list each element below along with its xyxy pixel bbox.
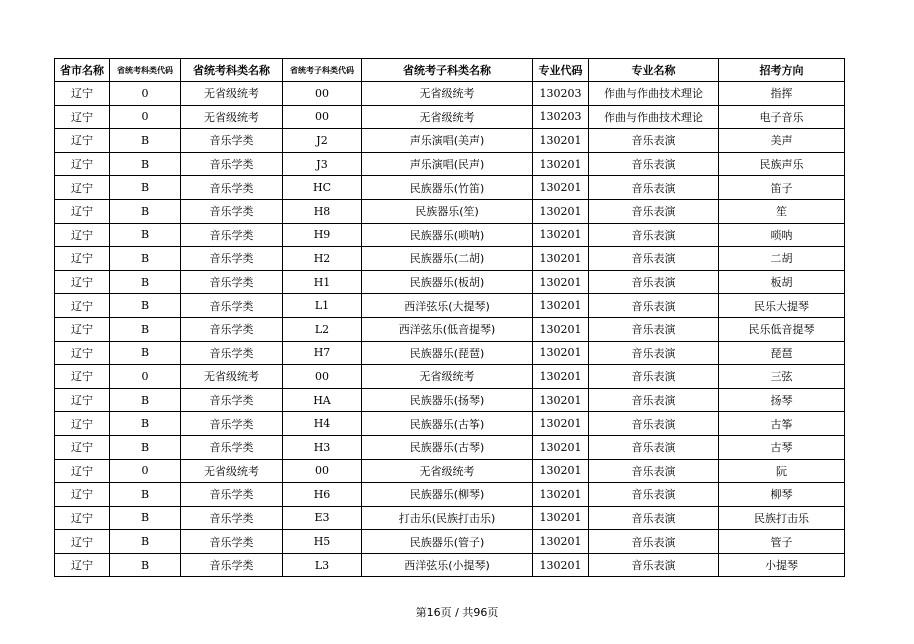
subcategory-code-cell: H2	[283, 247, 362, 271]
category-name-cell: 音乐学类	[181, 388, 283, 412]
category-name-cell: 音乐学类	[181, 270, 283, 294]
table-row	[55, 105, 845, 129]
province-cell: 辽宁	[55, 412, 110, 436]
subcategory-name-cell: 声乐演唱(美声)	[362, 129, 533, 153]
subcategory-name-cell: 无省级统考	[362, 105, 533, 129]
category-code-cell: B	[110, 435, 181, 459]
category-name-cell: 音乐学类	[181, 176, 283, 200]
subcategory-code-cell: H3	[283, 435, 362, 459]
category-code-cell: B	[110, 317, 181, 341]
subcategory-code-cell: L2	[283, 317, 362, 341]
major-name-cell: 作曲与作曲技术理论	[589, 105, 719, 129]
province-cell: 辽宁	[55, 365, 110, 389]
header-category-code: 省统考科类代码	[110, 59, 181, 82]
subcategory-code-cell: L1	[283, 294, 362, 318]
table-row	[55, 553, 845, 577]
table-row	[55, 506, 845, 530]
major-code-cell: 130201	[533, 388, 589, 412]
direction-cell: 柳琴	[719, 483, 845, 507]
subcategory-code-cell: H4	[283, 412, 362, 436]
subcategory-name-cell: 民族器乐(琵琶)	[362, 341, 533, 365]
direction-cell: 扬琴	[719, 388, 845, 412]
table-row	[55, 483, 845, 507]
category-name-cell: 音乐学类	[181, 129, 283, 153]
subcategory-name-cell: 无省级统考	[362, 459, 533, 483]
page-footer: 第16页 / 共96页	[415, 606, 499, 619]
category-name-cell: 音乐学类	[181, 506, 283, 530]
direction-cell: 二胡	[719, 247, 845, 271]
major-name-cell: 音乐表演	[589, 412, 719, 436]
major-name-cell: 音乐表演	[589, 365, 719, 389]
subcategory-code-cell: J2	[283, 129, 362, 153]
header-direction: 招考方向	[719, 59, 845, 82]
table-row	[55, 176, 845, 200]
major-name-cell: 音乐表演	[589, 247, 719, 271]
category-name-cell: 无省级统考	[181, 82, 283, 106]
category-name-cell: 无省级统考	[181, 365, 283, 389]
major-code-cell: 130201	[533, 435, 589, 459]
table-row	[55, 388, 845, 412]
subcategory-code-cell: H8	[283, 199, 362, 223]
category-code-cell: B	[110, 152, 181, 176]
document-sheet	[54, 58, 844, 577]
major-name-cell: 音乐表演	[589, 483, 719, 507]
subcategory-name-cell: 民族器乐(笙)	[362, 199, 533, 223]
table-header-row	[55, 59, 845, 82]
header-province: 省市名称	[55, 59, 110, 82]
province-cell: 辽宁	[55, 270, 110, 294]
category-name-cell: 音乐学类	[181, 294, 283, 318]
province-cell: 辽宁	[55, 105, 110, 129]
category-code-cell: B	[110, 223, 181, 247]
major-code-cell: 130201	[533, 199, 589, 223]
province-cell: 辽宁	[55, 530, 110, 554]
table-row	[55, 223, 845, 247]
major-code-cell: 130201	[533, 223, 589, 247]
direction-cell: 民族声乐	[719, 152, 845, 176]
subcategory-name-cell: 无省级统考	[362, 82, 533, 106]
category-code-cell: 0	[110, 365, 181, 389]
subcategory-name-cell: 西洋弦乐(低音提琴)	[362, 317, 533, 341]
major-code-cell: 130201	[533, 341, 589, 365]
category-name-cell: 音乐学类	[181, 341, 283, 365]
province-cell: 辽宁	[55, 294, 110, 318]
category-name-cell: 音乐学类	[181, 530, 283, 554]
category-code-cell: B	[110, 247, 181, 271]
table-row	[55, 317, 845, 341]
direction-cell: 民乐大提琴	[719, 294, 845, 318]
table-row	[55, 152, 845, 176]
major-code-cell: 130201	[533, 530, 589, 554]
table-body	[55, 82, 845, 577]
category-code-cell: 0	[110, 105, 181, 129]
major-code-cell: 130201	[533, 129, 589, 153]
category-name-cell: 音乐学类	[181, 152, 283, 176]
subcategory-code-cell: 00	[283, 365, 362, 389]
subcategory-name-cell: 西洋弦乐(大提琴)	[362, 294, 533, 318]
category-name-cell: 音乐学类	[181, 435, 283, 459]
province-cell: 辽宁	[55, 341, 110, 365]
subcategory-code-cell: J3	[283, 152, 362, 176]
subcategory-code-cell: 00	[283, 82, 362, 106]
direction-cell: 民乐低音提琴	[719, 317, 845, 341]
direction-cell: 阮	[719, 459, 845, 483]
category-code-cell: B	[110, 553, 181, 577]
major-code-cell: 130201	[533, 365, 589, 389]
major-code-cell: 130201	[533, 270, 589, 294]
major-name-cell: 作曲与作曲技术理论	[589, 82, 719, 106]
subcategory-code-cell: 00	[283, 459, 362, 483]
direction-cell: 笙	[719, 199, 845, 223]
subcategory-code-cell: H6	[283, 483, 362, 507]
direction-cell: 小提琴	[719, 553, 845, 577]
province-cell: 辽宁	[55, 388, 110, 412]
category-code-cell: B	[110, 341, 181, 365]
major-code-cell: 130201	[533, 152, 589, 176]
province-cell: 辽宁	[55, 553, 110, 577]
table-row	[55, 435, 845, 459]
major-name-cell: 音乐表演	[589, 223, 719, 247]
major-code-cell: 130201	[533, 247, 589, 271]
major-name-cell: 音乐表演	[589, 270, 719, 294]
category-code-cell: B	[110, 176, 181, 200]
table-row	[55, 247, 845, 271]
subcategory-name-cell: 无省级统考	[362, 365, 533, 389]
province-cell: 辽宁	[55, 129, 110, 153]
table-row	[55, 129, 845, 153]
header-major-code: 专业代码	[533, 59, 589, 82]
table-row	[55, 270, 845, 294]
major-code-cell: 130201	[533, 553, 589, 577]
table-row	[55, 294, 845, 318]
subcategory-code-cell: HC	[283, 176, 362, 200]
direction-cell: 美声	[719, 129, 845, 153]
direction-cell: 三弦	[719, 365, 845, 389]
major-name-cell: 音乐表演	[589, 317, 719, 341]
subcategory-name-cell: 民族器乐(唢呐)	[362, 223, 533, 247]
subcategory-code-cell: H5	[283, 530, 362, 554]
major-code-cell: 130201	[533, 317, 589, 341]
header-category-name: 省统考科类名称	[181, 59, 283, 82]
major-code-cell: 130201	[533, 412, 589, 436]
subcategory-name-cell: 民族器乐(扬琴)	[362, 388, 533, 412]
table-row	[55, 530, 845, 554]
province-cell: 辽宁	[55, 176, 110, 200]
subcategory-code-cell: H9	[283, 223, 362, 247]
category-code-cell: B	[110, 199, 181, 223]
table-row	[55, 82, 845, 106]
major-code-cell: 130201	[533, 294, 589, 318]
category-code-cell: 0	[110, 82, 181, 106]
subcategory-code-cell: H1	[283, 270, 362, 294]
header-major-name: 专业名称	[589, 59, 719, 82]
category-name-cell: 音乐学类	[181, 412, 283, 436]
major-name-cell: 音乐表演	[589, 294, 719, 318]
major-code-cell: 130203	[533, 105, 589, 129]
category-name-cell: 音乐学类	[181, 247, 283, 271]
category-code-cell: B	[110, 530, 181, 554]
header-subcategory-code: 省统考子科类代码	[283, 59, 362, 82]
category-code-cell: B	[110, 129, 181, 153]
major-code-cell: 130201	[533, 483, 589, 507]
subcategory-name-cell: 打击乐(民族打击乐)	[362, 506, 533, 530]
header-subcategory-name: 省统考子科类名称	[362, 59, 533, 82]
major-name-cell: 音乐表演	[589, 506, 719, 530]
major-name-cell: 音乐表演	[589, 530, 719, 554]
province-cell: 辽宁	[55, 152, 110, 176]
category-name-cell: 音乐学类	[181, 483, 283, 507]
subcategory-code-cell: H7	[283, 341, 362, 365]
province-cell: 辽宁	[55, 247, 110, 271]
enrollment-table	[54, 58, 845, 577]
province-cell: 辽宁	[55, 483, 110, 507]
subcategory-name-cell: 民族器乐(板胡)	[362, 270, 533, 294]
direction-cell: 指挥	[719, 82, 845, 106]
major-name-cell: 音乐表演	[589, 341, 719, 365]
category-name-cell: 音乐学类	[181, 199, 283, 223]
major-name-cell: 音乐表演	[589, 435, 719, 459]
subcategory-name-cell: 民族器乐(二胡)	[362, 247, 533, 271]
major-name-cell: 音乐表演	[589, 152, 719, 176]
category-name-cell: 音乐学类	[181, 553, 283, 577]
table-row	[55, 341, 845, 365]
province-cell: 辽宁	[55, 199, 110, 223]
category-name-cell: 音乐学类	[181, 317, 283, 341]
major-name-cell: 音乐表演	[589, 459, 719, 483]
province-cell: 辽宁	[55, 223, 110, 247]
category-code-cell: B	[110, 270, 181, 294]
subcategory-code-cell: HA	[283, 388, 362, 412]
category-code-cell: B	[110, 483, 181, 507]
major-name-cell: 音乐表演	[589, 553, 719, 577]
direction-cell: 唢呐	[719, 223, 845, 247]
subcategory-name-cell: 民族器乐(竹笛)	[362, 176, 533, 200]
category-name-cell: 无省级统考	[181, 105, 283, 129]
subcategory-name-cell: 民族器乐(管子)	[362, 530, 533, 554]
major-code-cell: 130203	[533, 82, 589, 106]
table-row	[55, 199, 845, 223]
major-code-cell: 130201	[533, 176, 589, 200]
subcategory-code-cell: 00	[283, 105, 362, 129]
direction-cell: 笛子	[719, 176, 845, 200]
major-name-cell: 音乐表演	[589, 129, 719, 153]
table-row	[55, 412, 845, 436]
major-code-cell: 130201	[533, 506, 589, 530]
direction-cell: 民族打击乐	[719, 506, 845, 530]
direction-cell: 古琴	[719, 435, 845, 459]
subcategory-code-cell: E3	[283, 506, 362, 530]
subcategory-name-cell: 民族器乐(古琴)	[362, 435, 533, 459]
subcategory-name-cell: 西洋弦乐(小提琴)	[362, 553, 533, 577]
direction-cell: 管子	[719, 530, 845, 554]
category-name-cell: 音乐学类	[181, 223, 283, 247]
table-row	[55, 459, 845, 483]
category-code-cell: 0	[110, 459, 181, 483]
subcategory-name-cell: 声乐演唱(民声)	[362, 152, 533, 176]
subcategory-code-cell: L3	[283, 553, 362, 577]
subcategory-name-cell: 民族器乐(古筝)	[362, 412, 533, 436]
table-row	[55, 365, 845, 389]
category-code-cell: B	[110, 388, 181, 412]
province-cell: 辽宁	[55, 459, 110, 483]
major-name-cell: 音乐表演	[589, 176, 719, 200]
major-name-cell: 音乐表演	[589, 388, 719, 412]
direction-cell: 古筝	[719, 412, 845, 436]
category-code-cell: B	[110, 506, 181, 530]
direction-cell: 电子音乐	[719, 105, 845, 129]
direction-cell: 板胡	[719, 270, 845, 294]
category-code-cell: B	[110, 412, 181, 436]
category-code-cell: B	[110, 294, 181, 318]
major-code-cell: 130201	[533, 459, 589, 483]
direction-cell: 琵琶	[719, 341, 845, 365]
province-cell: 辽宁	[55, 506, 110, 530]
province-cell: 辽宁	[55, 82, 110, 106]
major-name-cell: 音乐表演	[589, 199, 719, 223]
subcategory-name-cell: 民族器乐(柳琴)	[362, 483, 533, 507]
province-cell: 辽宁	[55, 317, 110, 341]
province-cell: 辽宁	[55, 435, 110, 459]
category-name-cell: 无省级统考	[181, 459, 283, 483]
